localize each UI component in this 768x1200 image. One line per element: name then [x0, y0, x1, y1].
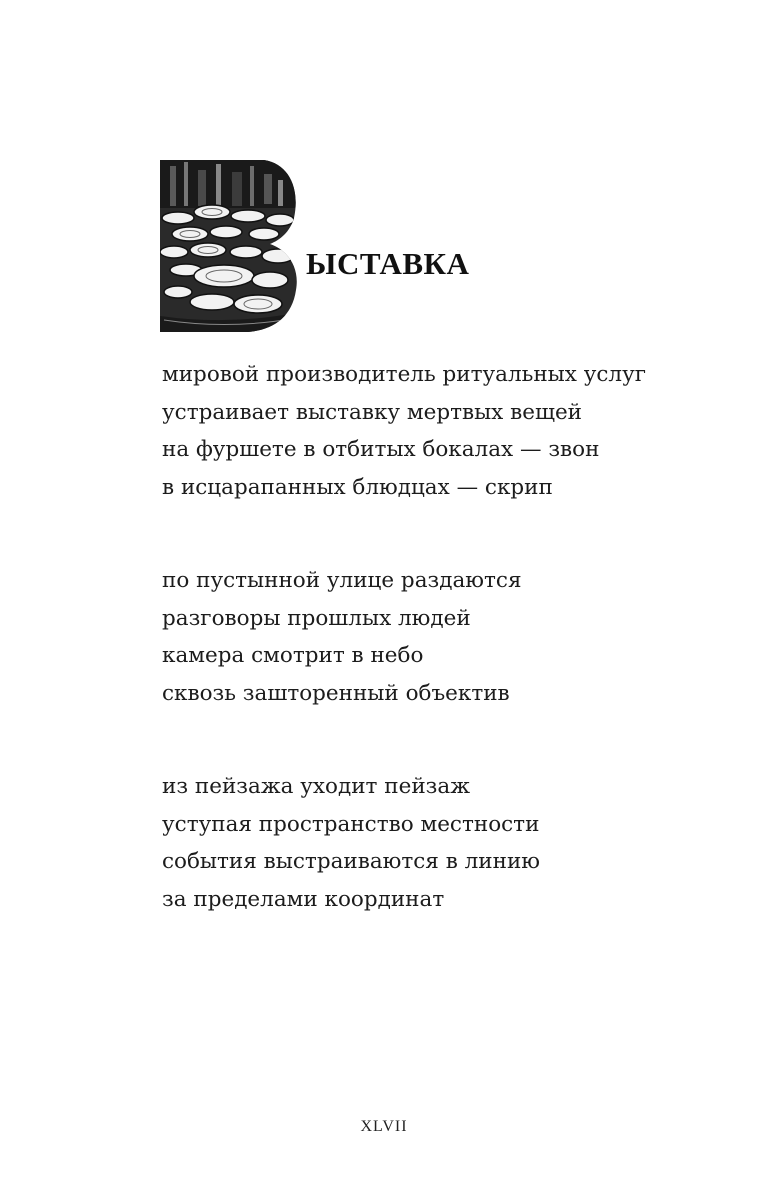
poem-line: разговоры прошлых людей — [162, 605, 471, 631]
poem-line: на фуршете в отбитых бокалах — звон — [162, 437, 600, 462]
poem-line: в исцарапанных блюдцах — скрип — [162, 474, 553, 500]
stanza-1 — [162, 356, 682, 506]
poem-line: камера смотрит в небо — [162, 643, 424, 668]
poem-line: устраивает выставку мертвых вещей — [162, 399, 583, 425]
stanza-2 — [162, 562, 682, 712]
poem-line: за пределами координат — [162, 886, 445, 912]
poem-line: по пустынной улице раздаются — [162, 568, 522, 593]
stanza-3 — [162, 768, 682, 918]
poem-body — [162, 356, 682, 974]
title-text: ЫСТАВКА — [306, 246, 470, 281]
poem-line: уступая пространство местности — [162, 811, 540, 837]
dropcap-illustration-v — [160, 160, 300, 332]
poem-line: из пейзажа уходит пейзаж — [162, 774, 470, 799]
page-number: XLVII — [360, 1118, 408, 1135]
poem-line: мировой производитель ритуальных услуг — [162, 362, 646, 387]
poem-line: сквозь зашторенный объектив — [162, 680, 510, 706]
poem-title — [160, 160, 500, 332]
poem-line: события выстраиваются в линию — [162, 849, 541, 874]
